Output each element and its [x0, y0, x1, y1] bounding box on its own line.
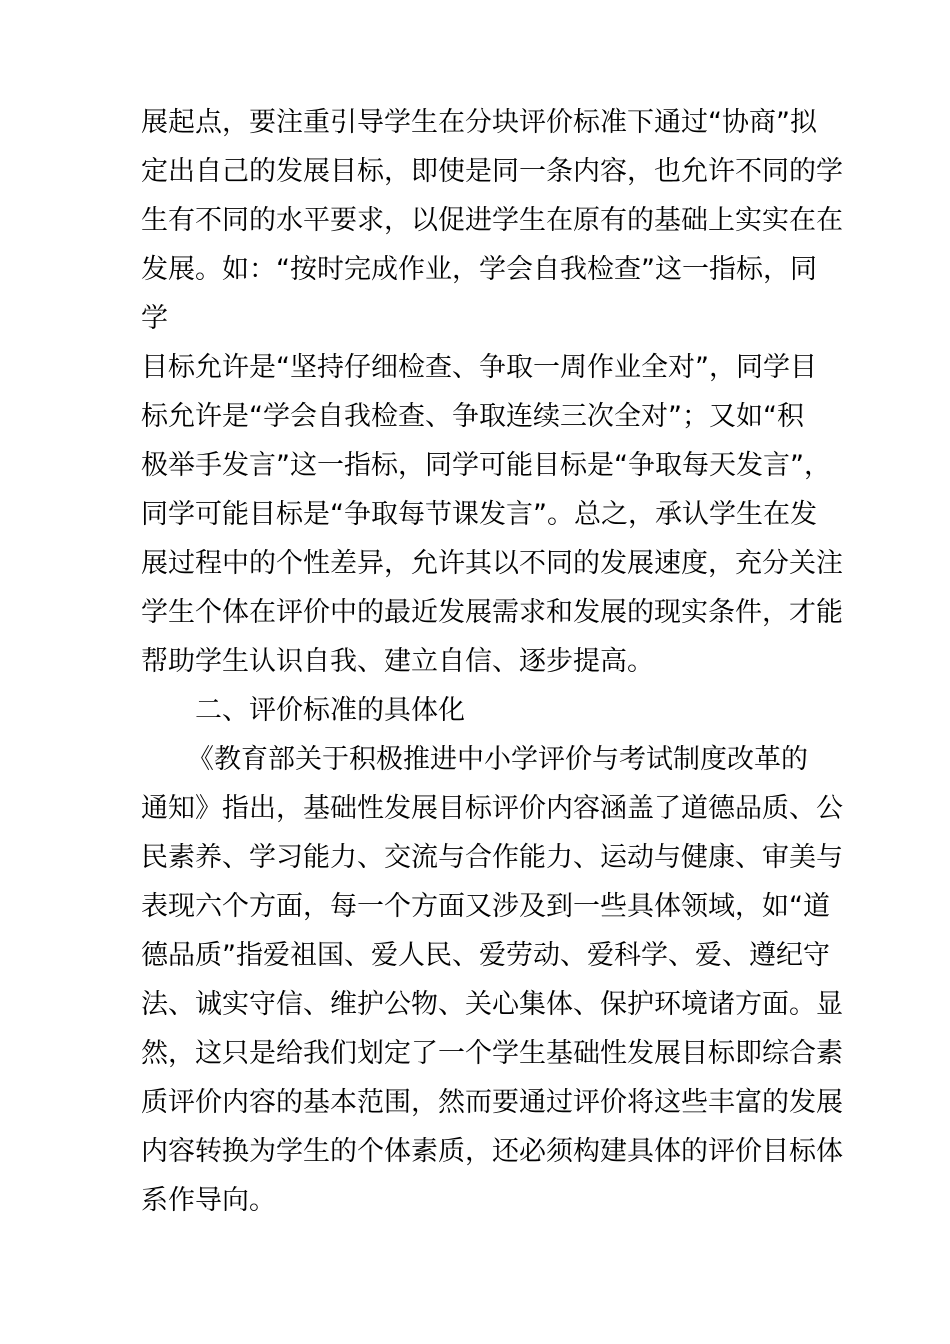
text-line: 生有不同的水平要求，以促进学生在原有的基础上实实在在 [141, 205, 843, 236]
text-line: 通知》指出，基础性发展目标评价内容涵盖了道德品质、公 [141, 793, 843, 824]
text-line: 德品质”指爱祖国、爱人民、爱劳动、爱科学、爱、遵纪守 [141, 940, 830, 971]
body-text [141, 98, 843, 1225]
text-line: 内容转换为学生的个体素质，还必须构建具体的评价目标体 [141, 1136, 843, 1167]
text-line: 同学可能目标是“争取每节课发言”。总之，承认学生在发 [141, 499, 817, 530]
text-line: 展过程中的个性差异，允许其以不同的发展速度，充分关注 [141, 548, 843, 579]
text-line: 《教育部关于积极推进中小学评价与考试制度改革的 [187, 744, 808, 775]
section-heading: 二、评价标准的具体化 [195, 695, 465, 726]
text-line: 法、诚实守信、维护公物、关心集体、保护环境诸方面。显 [141, 989, 843, 1020]
text-line: 学生个体在评价中的最近发展需求和发展的现实条件，才能 [141, 597, 843, 628]
text-line: 然，这只是给我们划定了一个学生基础性发展目标即综合素 [141, 1038, 843, 1069]
text-line: 极举手发言”这一指标，同学可能目标是“争取每天发言”， [141, 450, 831, 481]
text-line: 展起点，要注重引导学生在分块评价标准下通过“协商”拟 [141, 107, 817, 138]
text-line: 系作导向。 [141, 1185, 276, 1216]
text-line: 帮助学生认识自我、建立自信、逐步提高。 [141, 646, 654, 677]
text-line: 表现六个方面，每一个方面又涉及到一些具体领域，如“道 [141, 891, 830, 922]
text-line: 发展。如：“按时完成作业，学会自我检查”这一指标，同 [141, 254, 817, 285]
text-line: 定出自己的发展目标，即使是同一条内容，也允许不同的学 [141, 156, 843, 187]
text-line: 学 [141, 303, 168, 334]
text-line: 质评价内容的基本范围，然而要通过评价将这些丰富的发展 [141, 1087, 843, 1118]
text-line: 标允许是“学会自我检查、争取连续三次全对”；又如“积 [141, 401, 804, 432]
text-line: 目标允许是“坚持仔细检查、争取一周作业全对”，同学目 [141, 352, 817, 383]
text-line: 民素养、学习能力、交流与合作能力、运动与健康、审美与 [141, 842, 843, 873]
